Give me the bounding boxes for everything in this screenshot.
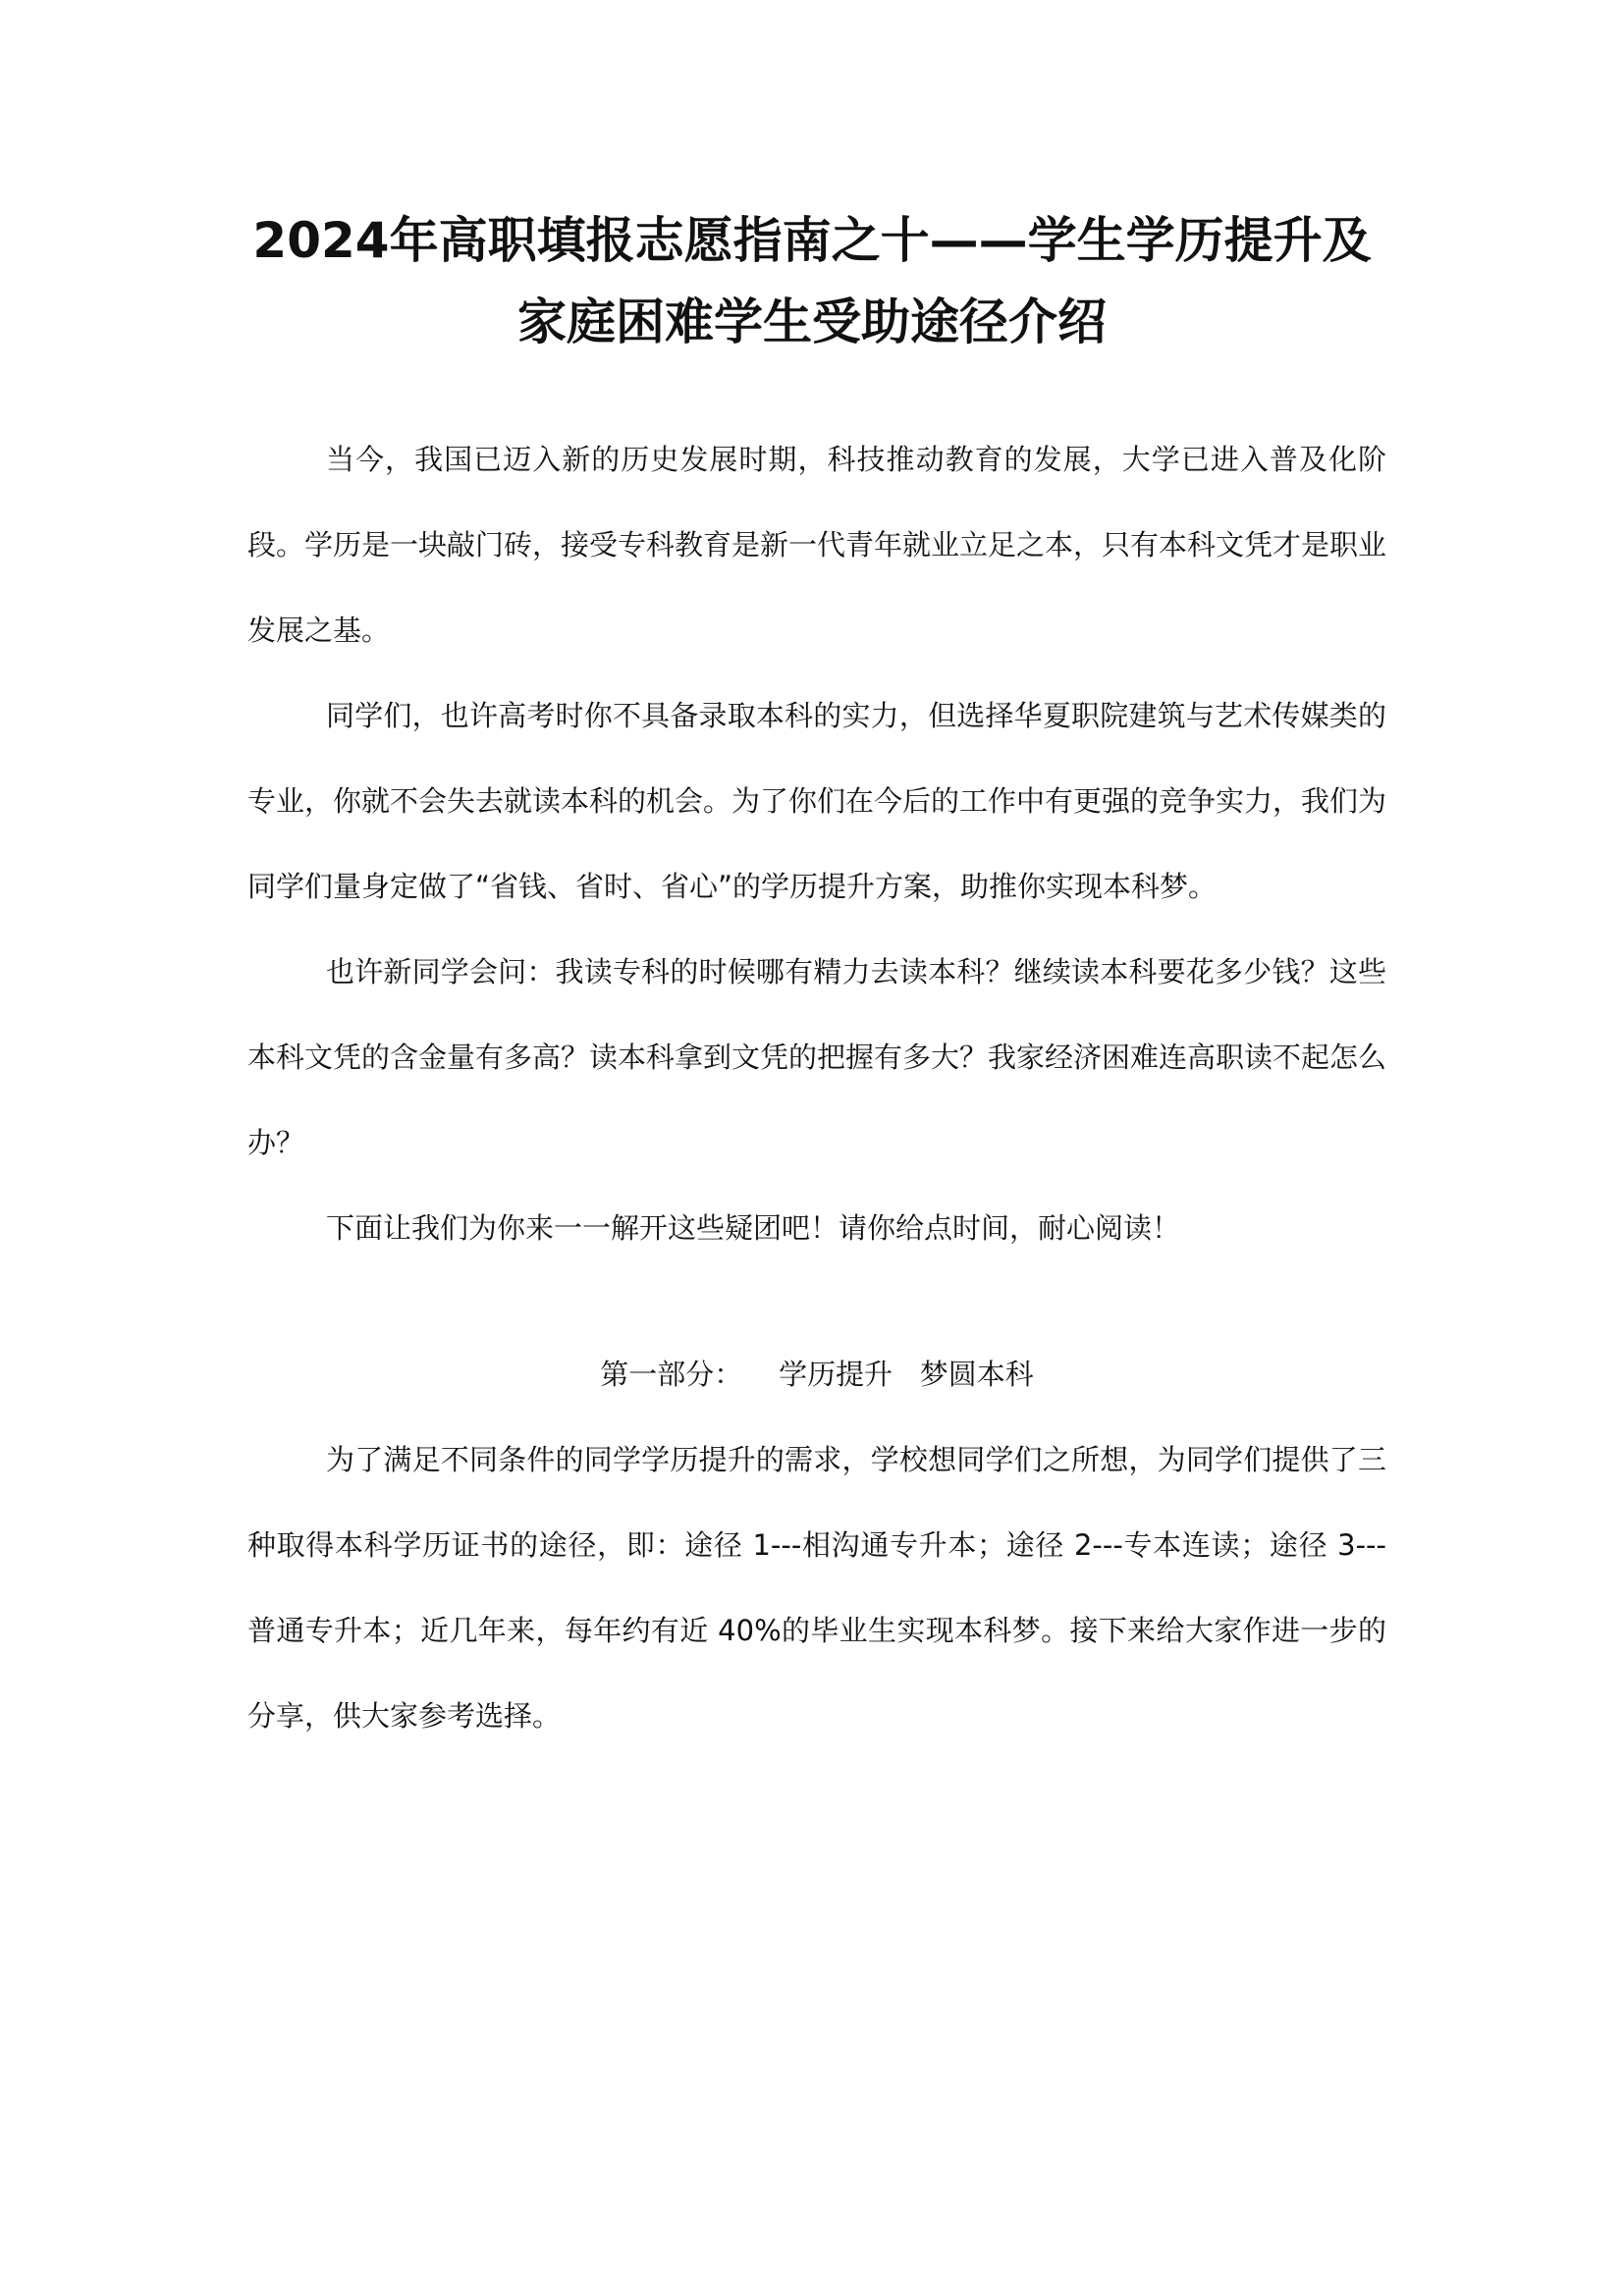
invitation-paragraph: 下面让我们为你来一一解开这些疑团吧！请你给点时间，耐心阅读！ (326, 1211, 1181, 1245)
questions-paragraph: 也许新同学会问：我读专科的时候哪有精力去读本科？继续读本科要花多少钱？这些本科文凭的含金量有多高？读本科拿到文凭的把握有多大？我家经济困难连高职读不起怎么办？ (247, 955, 1387, 1159)
opportunity-paragraph: 同学们，也许高考时你不具备录取本科的实力，但选择华夏职院建筑与艺术传媒类的专业，你就不会失去就读本科的机会。为了你们在今后的工作中有更强的竞争实力，我们为同学们量身定做了“省钱、省时、省心”的学历提升方案，助推你实现本科梦。 (247, 699, 1387, 903)
section-heading: 第一部分： 学历提升 梦圆本科 (600, 1358, 1034, 1391)
section-paragraph: 为了满足不同条件的同学学历提升的需求，学校想同学们之所想，为同学们提供了三种取得本科学历证书的途径，即：途径 1---相沟通专升本；途径 2---专本连读；途径 3---普通专升本；近几年来，每年约有近 40%的毕业生实现本科梦。接下来给大家作进一步的分享，供大家参考选择。 (247, 1443, 1386, 1733)
intro-paragraph: 当今，我国已迈入新的历史发展时期，科技推动教育的发展，大学已进入普及化阶段。学历是一块敲门砖，接受专科教育是新一代青年就业立足之本，只有本科文凭才是职业发展之基。 (247, 443, 1387, 647)
document-title-line-2: 家庭困难学生受助途径介绍 (517, 294, 1107, 350)
document-title-line-1: 2024年高职填报志愿指南之十——学生学历提升及 (252, 212, 1372, 269)
